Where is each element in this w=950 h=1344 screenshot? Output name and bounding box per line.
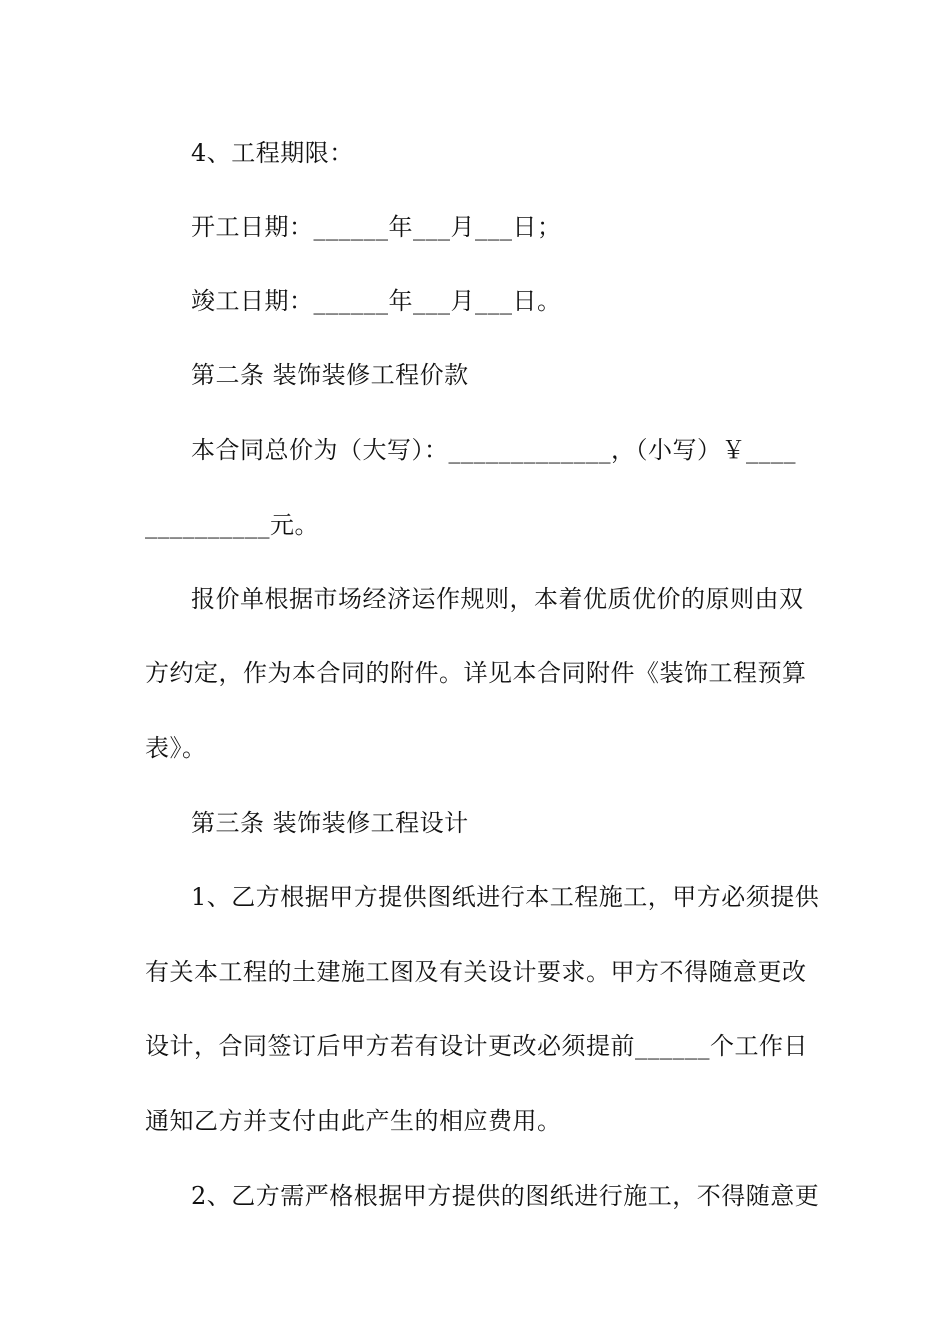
design-item-1-line-2: 有关本工程的土建施工图及有关设计要求。甲方不得随意更改 (145, 958, 807, 986)
quotation-paragraph-line-2: 方约定，作为本合同的附件。详见本合同附件《装饰工程预算 (145, 659, 807, 687)
start-date-line: 开工日期：______年___月___日； (191, 213, 562, 241)
total-price-line-cont: __________元。 (145, 511, 319, 539)
design-item-1-line-3: 设计，合同签订后甲方若有设计更改必须提前______个工作日 (145, 1032, 808, 1060)
design-item-2-line-1: 2、乙方需严格根据甲方提供的图纸进行施工，不得随意更 (191, 1182, 820, 1210)
clause-4-heading: 4、工程期限： (191, 139, 354, 167)
quotation-paragraph-line-1: 报价单根据市场经济运作规则，本着优质优价的原则由双 (191, 585, 804, 613)
design-item-1-line-1: 1、乙方根据甲方提供图纸进行本工程施工，甲方必须提供 (191, 883, 820, 911)
completion-date-line: 竣工日期：______年___月___日。 (191, 287, 562, 315)
quotation-paragraph-line-3: 表》。 (145, 734, 207, 762)
article-3-heading: 第三条 装饰装修工程设计 (191, 809, 469, 837)
design-item-1-line-4: 通知乙方并支付由此产生的相应费用。 (145, 1107, 562, 1135)
article-2-heading: 第二条 装饰装修工程价款 (191, 361, 469, 389)
total-price-line: 本合同总价为（大写）：_____________，（小写）￥____ (191, 436, 796, 464)
